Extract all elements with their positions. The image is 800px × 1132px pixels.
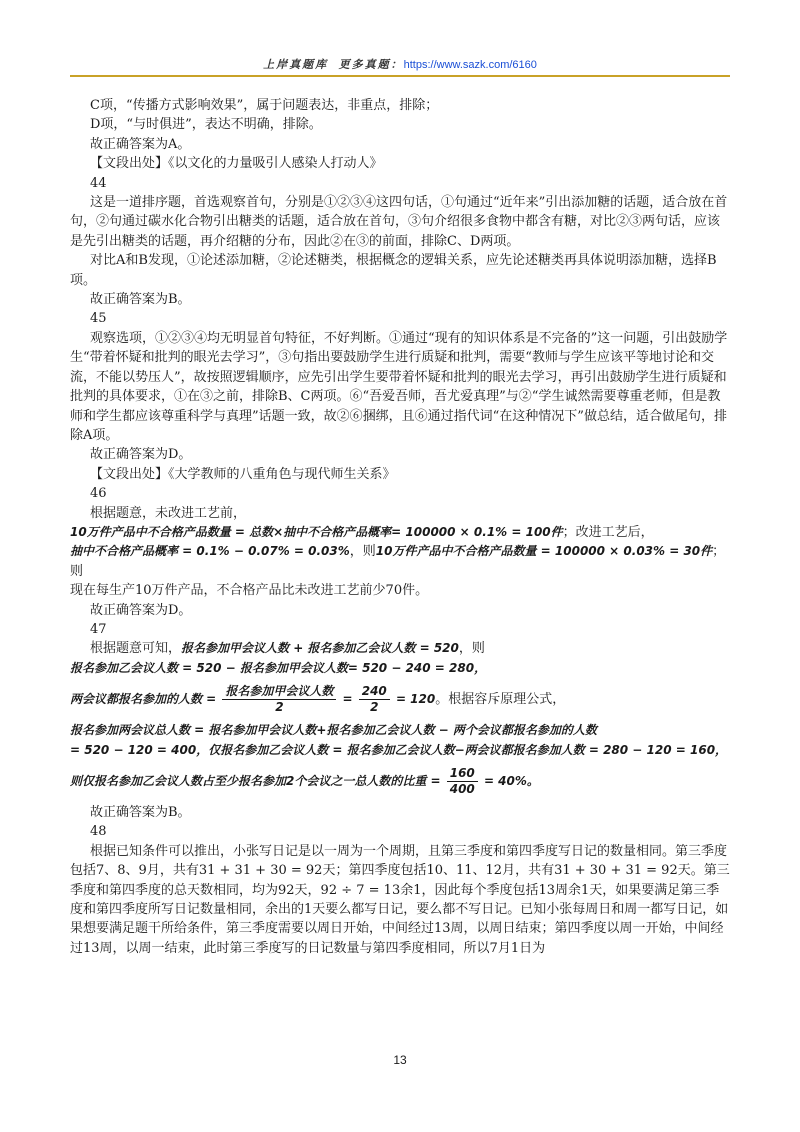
- page-number: 13: [393, 1053, 407, 1067]
- header-more-label: 更多真题：: [338, 58, 404, 71]
- formula: = 40%。: [483, 774, 539, 788]
- question-number: 48: [90, 824, 107, 840]
- formula-line: [70, 659, 732, 678]
- paragraph: 根据已知条件可以推出，小张写日记是以一周为一个周期，且第三季度和第四季度写日记的数量相同。第三季度包括7、8、9月，共有31 + 31 + 30 = 92天；第四季度包括10、11、12月，共有31 + 30 + 31 = 92天。第三季度和第四季度的总天数相同，均为92天，92 ÷ 7 = 13余1，因此每个季度包括13周余1天，如果要满足第三季度和第四季度所写日记数量相同，余出的1天要么都写日记，要么都不写日记。已知小张每周日和周一都写日记，如果想要满足题干所给条件，第三季度需要以周日开始，中间经过13周，以周日结束；第四季度以周一开始，中间经过13周，以周一结束，此时第三季度写的日记数量与第四季度相同，所以7月1日为: [70, 843, 730, 956]
- formula: 报名参加两会议总人数 = 报名参加甲会议人数+报名参加乙会议人数 − 两个会议都报名参加的人数: [70, 723, 597, 738]
- text-fragment: 根据题意可知，: [90, 641, 182, 657]
- source-line: 【文段出处】《大学教师的八重角色与现代师生关系》: [90, 466, 396, 482]
- paragraph: 根据题意，未改进工艺前，: [90, 505, 247, 521]
- header-brand: 上岸真题库: [263, 58, 329, 71]
- question-number: 46: [90, 486, 107, 502]
- formula: 两会议都报名参加的人数 =: [70, 692, 217, 707]
- formula-line: [70, 639, 732, 658]
- fraction: [222, 684, 336, 715]
- fraction-denominator: 2: [370, 700, 379, 715]
- formula-line: [70, 741, 732, 760]
- fraction-denominator: 400: [449, 782, 475, 796]
- text-fragment: ；则: [70, 544, 726, 579]
- answer-line: 故正确答案为A。: [90, 136, 191, 152]
- page-header: [70, 56, 730, 76]
- text-fragment: 。根据容斥原理公式，: [435, 692, 566, 708]
- formula: 则仅报名参加乙会议人数占至少报名参加2个会议之一总人数的比重 =: [70, 774, 441, 788]
- header-link[interactable]: https://www.sazk.com/6160: [403, 59, 537, 71]
- formula-line: [70, 684, 732, 715]
- text-fragment: ，则: [458, 641, 485, 657]
- text-fragment: ，则: [349, 544, 376, 560]
- fraction-numerator: 240: [359, 684, 390, 700]
- paragraph: D项，“与时俱进”，表达不明确，排除。: [90, 117, 322, 133]
- formula: =: [342, 692, 353, 707]
- text-fragment: ；改进工艺后，: [562, 524, 654, 540]
- fraction: [359, 684, 390, 715]
- answer-line: 故正确答案为D。: [90, 447, 192, 463]
- formula: = 520 − 120 = 400，仅报名参加乙会议人数 = 报名参加乙会议人数−两会议都报名参加人数 = 280 − 120 = 160，: [70, 742, 728, 757]
- formula: 报名参加乙会议人数 = 520 − 报名参加甲会议人数= 520 − 240 = 280，: [70, 660, 487, 675]
- answer-line: 故正确答案为B。: [90, 292, 191, 308]
- fraction-numerator: 报名参加甲会议人数: [222, 684, 336, 700]
- paragraph: 观察选项，①②③④均无明显首句特征，不好判断。①通过“现有的知识体系是不完备的”这一问题，引出鼓励学生“带着怀疑和批判的眼光去学习”，③句指出要鼓励学生进行质疑和批判，需要“教师与学生应该平等地讨论和交流，不能以势压人”，故按照逻辑顺序，应先引出学生要带着怀疑和批判的眼光去学习，再引出鼓励学生进行质疑和批判的具体要求，①在③之前，排除B、C两项。⑥“吾爱吾师，吾尤爱真理”与②“学生诚然需要尊重老师，但是教师和学生都应该尊重科学与真理”话题一致，故②⑥捆绑，且⑥通过指代词“在这种情况下”做总结，适合做尾句，排除A项。: [70, 330, 728, 443]
- question-number: 47: [90, 621, 107, 637]
- source-line: 【文段出处】《以文化的力量吸引人感染人打动人》: [90, 156, 383, 172]
- paragraph: 对比A和B发现，①论述添加糖，②论述糖类，根据概念的逻辑关系，应先论述糖类再具体说明添加糖，选择B项。: [70, 253, 717, 288]
- header-divider: [70, 75, 730, 77]
- formula-line: [70, 766, 732, 797]
- answer-line: 故正确答案为B。: [90, 805, 191, 820]
- formula: 10万件产品中不合格产品数量 = 100000 × 0.03% = 30件: [375, 544, 713, 559]
- formula: 10万件产品中不合格产品数量 = 总数×抽中不合格产品概率= 100000 × 0.1% = 100件: [70, 524, 563, 539]
- formula-line: [70, 523, 732, 542]
- paragraph: 现在每生产10万件产品，不合格产品比未改进工艺前少70件。: [70, 583, 429, 599]
- question-number: 44: [90, 175, 107, 191]
- paragraph: C项，“传播方式影响效果”，属于问题表达，非重点，排除；: [90, 98, 439, 113]
- formula-line: [70, 721, 732, 740]
- paragraph: 这是一道排序题，首选观察首句，分别是①②③④这四句话，①句通过“近年来”引出添加糖的话题，适合放在首句，②句通过碳水化合物引出糖类的话题，适合放在首句，③句介绍很多食物中都含有糖，对比②③两句话，应该是先引出糖类的话题，再介绍糖的分布，因此②在③的前面，排除C、D两项。: [70, 195, 728, 249]
- document-body: [70, 96, 732, 958]
- fraction-numerator: 160: [447, 766, 478, 782]
- formula: = 120: [395, 692, 436, 707]
- formula: 报名参加甲会议人数 + 报名参加乙会议人数 = 520: [181, 641, 459, 656]
- question-number: 45: [90, 311, 107, 327]
- fraction-denominator: 2: [275, 700, 284, 715]
- formula-line: [70, 542, 732, 581]
- formula: 抽中不合格产品概率 = 0.1% − 0.07% = 0.03%: [70, 544, 350, 559]
- fraction: [447, 766, 478, 797]
- answer-line: 故正确答案为D。: [90, 602, 192, 618]
